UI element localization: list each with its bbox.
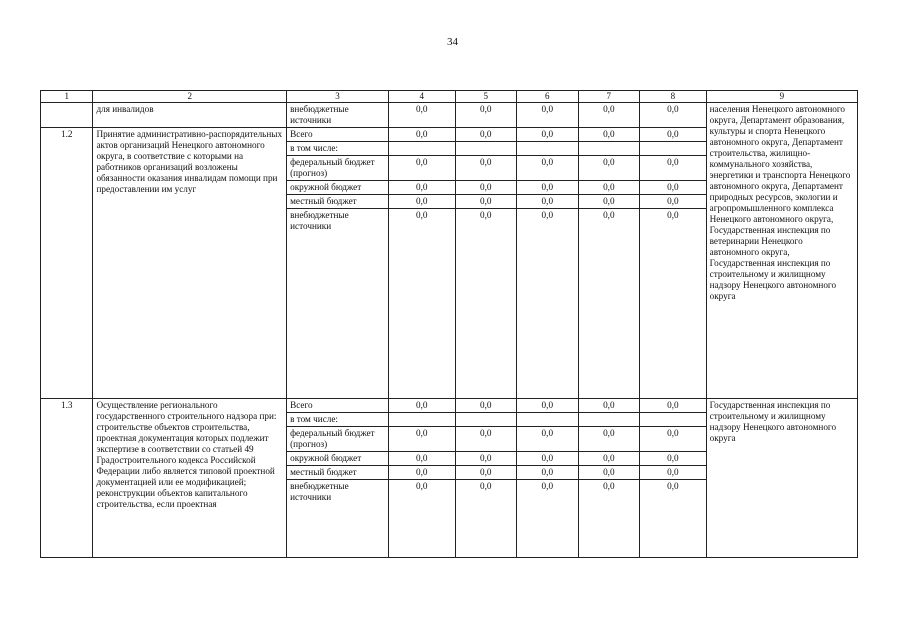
value-cell: 0,0 — [517, 128, 579, 142]
item-number: 1.3 — [41, 399, 93, 558]
value-cell: 0,0 — [388, 103, 455, 128]
value-cell: 0,0 — [517, 156, 579, 181]
value-cell: 0,0 — [455, 156, 517, 181]
value-cell: 0,0 — [640, 427, 707, 452]
value-cell: 0,0 — [578, 128, 640, 142]
value-cell: 0,0 — [578, 466, 640, 480]
funding-source: окружной бюджет — [287, 181, 389, 195]
value-cell: 0,0 — [455, 103, 517, 128]
value-cell: 0,0 — [388, 128, 455, 142]
value-cell — [388, 413, 455, 427]
value-cell: 0,0 — [388, 452, 455, 466]
header-cell: 1 — [41, 91, 93, 103]
item-name: для инвалидов — [93, 103, 287, 128]
value-cell: 0,0 — [455, 466, 517, 480]
header-cell: 3 — [287, 91, 389, 103]
funding-source: в том числе: — [287, 142, 389, 156]
value-cell: 0,0 — [517, 103, 579, 128]
value-cell: 0,0 — [455, 480, 517, 558]
value-cell — [640, 142, 707, 156]
value-cell — [517, 142, 579, 156]
value-cell — [455, 413, 517, 427]
value-cell: 0,0 — [578, 399, 640, 413]
header-cell: 5 — [455, 91, 517, 103]
header-cell: 2 — [93, 91, 287, 103]
header-cell: 4 — [388, 91, 455, 103]
value-cell: 0,0 — [455, 427, 517, 452]
value-cell: 0,0 — [640, 156, 707, 181]
funding-source: Всего — [287, 128, 389, 142]
value-cell: 0,0 — [455, 209, 517, 399]
funding-source: Всего — [287, 399, 389, 413]
value-cell: 0,0 — [578, 427, 640, 452]
header-cell: 7 — [578, 91, 640, 103]
item-name: Осуществление регионального государственного строительного надзора при: строительстве объектов строительства, проектная документация которых подлежит экспертизе в соответствии со статьей 49 Градостроительного кодекса Российской Федерации либо является типовой проектной документацией или ее модификацией; реконструкции объектов капитального строительства, если проектная — [93, 399, 287, 558]
value-cell: 0,0 — [517, 452, 579, 466]
value-cell: 0,0 — [578, 103, 640, 128]
funding-source: окружной бюджет — [287, 452, 389, 466]
funding-source: внебюджетные источники — [287, 209, 389, 399]
funding-source: федеральный бюджет (прогноз) — [287, 427, 389, 452]
value-cell: 0,0 — [517, 195, 579, 209]
value-cell: 0,0 — [578, 452, 640, 466]
item-number: 1.2 — [41, 128, 93, 399]
value-cell: 0,0 — [388, 195, 455, 209]
funding-source: местный бюджет — [287, 466, 389, 480]
value-cell: 0,0 — [455, 128, 517, 142]
value-cell: 0,0 — [455, 399, 517, 413]
value-cell — [517, 413, 579, 427]
value-cell: 0,0 — [517, 399, 579, 413]
value-cell: 0,0 — [455, 181, 517, 195]
value-cell — [388, 142, 455, 156]
value-cell: 0,0 — [517, 427, 579, 452]
value-cell: 0,0 — [517, 466, 579, 480]
value-cell: 0,0 — [455, 195, 517, 209]
value-cell: 0,0 — [640, 195, 707, 209]
table-row — [41, 103, 858, 128]
item-name: Принятие административно-распорядительных актов организаций Ненецкого автономного округа, в соответствие с которыми на работников организаций возложены обязанности оказания инвалидам помощи при предоставлении им услуг — [93, 128, 287, 399]
value-cell: 0,0 — [640, 452, 707, 466]
value-cell: 0,0 — [578, 195, 640, 209]
funding-source: внебюджетные источники — [287, 480, 389, 558]
value-cell: 0,0 — [640, 480, 707, 558]
table-row — [41, 399, 858, 413]
value-cell: 0,0 — [388, 466, 455, 480]
value-cell: 0,0 — [640, 209, 707, 399]
value-cell: 0,0 — [640, 128, 707, 142]
header-cell: 9 — [706, 91, 857, 103]
header-row — [41, 91, 858, 103]
page-number: 34 — [447, 36, 458, 48]
item-number — [41, 103, 93, 128]
funding-source: местный бюджет — [287, 195, 389, 209]
value-cell: 0,0 — [640, 466, 707, 480]
value-cell: 0,0 — [640, 103, 707, 128]
value-cell: 0,0 — [640, 399, 707, 413]
funding-source: в том числе: — [287, 413, 389, 427]
funding-source: федеральный бюджет (прогноз) — [287, 156, 389, 181]
program-table — [40, 90, 858, 558]
value-cell — [455, 142, 517, 156]
value-cell: 0,0 — [388, 209, 455, 399]
value-cell: 0,0 — [517, 181, 579, 195]
responsible-cell: Государственная инспекция по строительному и жилищному надзору Ненецкого автономного округа — [706, 399, 857, 558]
value-cell — [578, 413, 640, 427]
value-cell — [578, 142, 640, 156]
value-cell: 0,0 — [388, 181, 455, 195]
value-cell: 0,0 — [388, 156, 455, 181]
value-cell — [640, 413, 707, 427]
value-cell: 0,0 — [388, 399, 455, 413]
value-cell: 0,0 — [640, 181, 707, 195]
value-cell: 0,0 — [578, 156, 640, 181]
header-cell: 6 — [517, 91, 579, 103]
funding-source: внебюджетные источники — [287, 103, 389, 128]
value-cell: 0,0 — [517, 209, 579, 399]
value-cell: 0,0 — [388, 427, 455, 452]
value-cell: 0,0 — [517, 480, 579, 558]
value-cell: 0,0 — [455, 452, 517, 466]
value-cell: 0,0 — [578, 181, 640, 195]
responsible-cell: населения Ненецкого автономного округа, Департамент образования, культуры и спорта Ненецкого автономного округа, Департамент строительства, жилищно-коммунального хозяйства, энергетики и транспорта Ненецкого автономного округа, Департамент природных ресурсов, экологии и агропромышленного комплекса Ненецкого автономного округа, Государственная инспекция по ветеринарии Ненецкого автономного округа, Государственная инспекция по строительному и жилищному надзору Ненецкого автономного округа — [706, 103, 857, 399]
header-cell: 8 — [640, 91, 707, 103]
value-cell: 0,0 — [388, 480, 455, 558]
value-cell: 0,0 — [578, 480, 640, 558]
value-cell: 0,0 — [578, 209, 640, 399]
